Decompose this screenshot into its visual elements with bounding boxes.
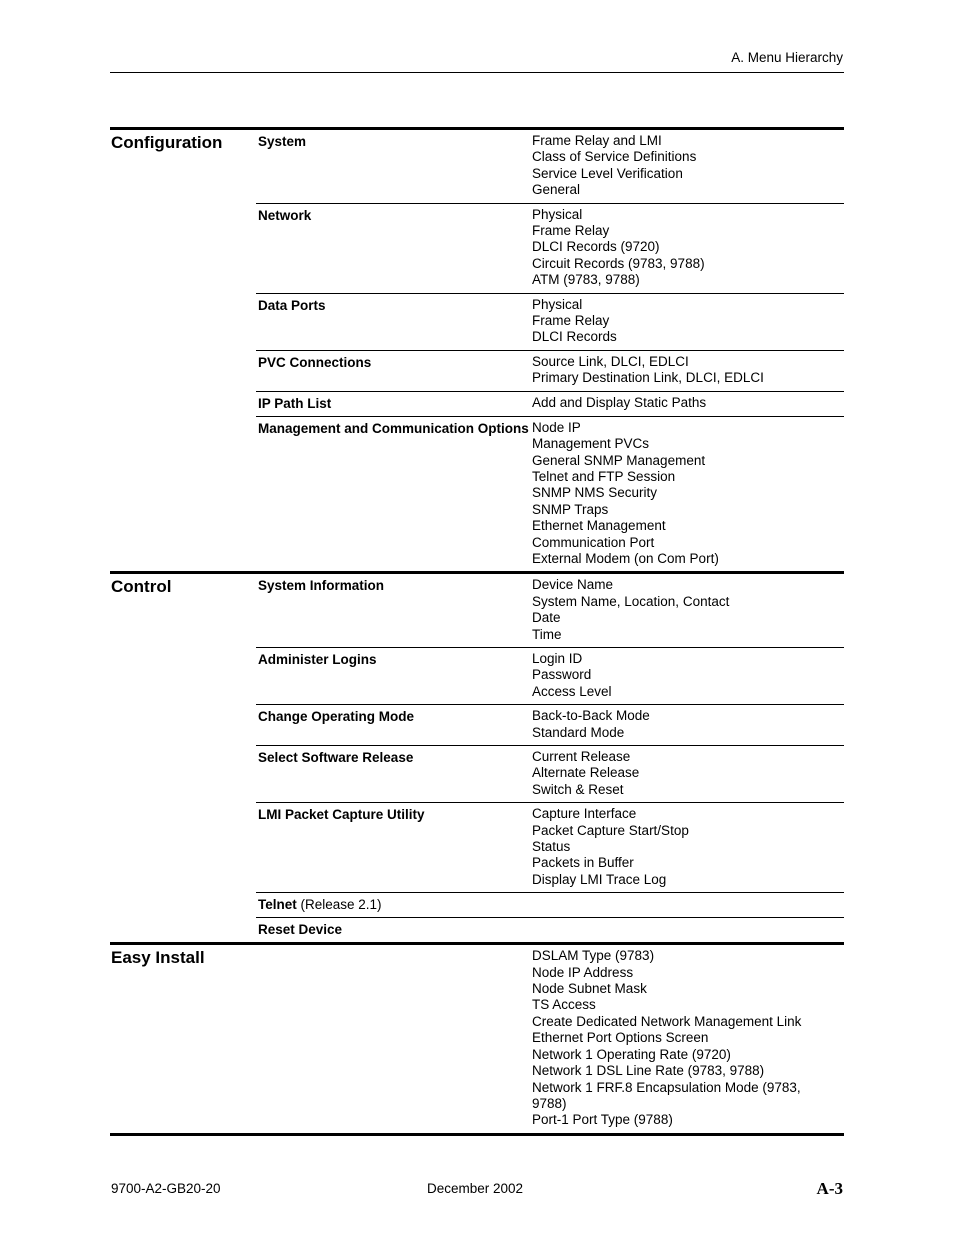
submenu-list (532, 297, 844, 346)
menu-hierarchy-table (110, 127, 844, 1136)
menu-row (256, 704, 844, 745)
menu-label (258, 395, 532, 412)
running-header: A. Menu Hierarchy (731, 50, 843, 65)
submenu-item: ATM (9783, 9788) (532, 272, 640, 288)
submenu-item: Node IP Address (532, 964, 634, 980)
submenu-item: Add and Display Static Paths (532, 394, 707, 410)
menu-row (256, 416, 844, 572)
submenu-list (532, 806, 844, 888)
submenu-item: Service Level Verification (532, 165, 683, 181)
menu-label (258, 207, 532, 289)
menu-label-note: (Release 2.1) (296, 897, 382, 913)
submenu-item: System Name, Location, Contact (532, 593, 730, 609)
submenu-item: Password (532, 667, 592, 683)
header-rule (110, 72, 844, 73)
section-title: Easy Install (111, 948, 205, 968)
menu-label (258, 297, 532, 346)
submenu-list (532, 207, 844, 289)
submenu-item: DLCI Records (9720) (532, 239, 660, 255)
submenu-list (532, 651, 844, 700)
menu-label-text: System Information (258, 578, 385, 594)
submenu-item: SNMP Traps (532, 501, 609, 517)
menu-section (110, 942, 844, 1135)
submenu-item: Switch & Reset (532, 781, 624, 797)
menu-label (258, 896, 532, 913)
menu-row (256, 574, 844, 647)
submenu-list (532, 921, 844, 938)
section-title: Control (111, 577, 172, 597)
menu-row (256, 802, 844, 892)
submenu-item: Login ID (532, 650, 583, 666)
menu-row (256, 350, 844, 391)
submenu-list (532, 749, 844, 798)
submenu-item: Packets in Buffer (532, 855, 634, 871)
menu-label-text: Reset Device (258, 922, 343, 938)
menu-label (258, 133, 532, 199)
submenu-item: Physical (532, 206, 583, 222)
submenu-item: DSLAM Type (9783) (532, 948, 655, 964)
menu-row (256, 130, 844, 203)
menu-section (110, 127, 844, 571)
menu-row (256, 945, 844, 1132)
submenu-list (532, 948, 844, 1128)
menu-label-text: Change Operating Mode (258, 709, 415, 725)
menu-section (110, 571, 844, 942)
submenu-list (532, 420, 844, 568)
menu-label-text: System (258, 134, 307, 149)
document-number: 9700-A2-GB20-20 (111, 1181, 221, 1196)
menu-label-text: Network (258, 207, 312, 223)
submenu-item: Capture Interface (532, 806, 637, 822)
menu-label-text: Administer Logins (258, 651, 377, 667)
menu-label (258, 921, 532, 938)
menu-label-text: Management and Communication Options (258, 420, 529, 436)
submenu-item: Node Subnet Mask (532, 981, 647, 997)
submenu-item: Device Name (532, 577, 614, 593)
menu-label (258, 948, 532, 1128)
submenu-item: Frame Relay (532, 313, 610, 329)
menu-label (258, 354, 532, 387)
submenu-item: Display LMI Trace Log (532, 871, 667, 887)
submenu-item: Time (532, 626, 562, 642)
submenu-item: Packet Capture Start/Stop (532, 822, 689, 838)
submenu-item: DLCI Records (532, 329, 617, 345)
menu-row (256, 293, 844, 350)
submenu-list (532, 708, 844, 741)
submenu-item: SNMP NMS Security (532, 485, 658, 501)
menu-row (256, 203, 844, 293)
submenu-item: Port-1 Port Type (9788) (532, 1112, 673, 1128)
menu-label (258, 806, 532, 888)
submenu-item: Create Dedicated Network Management Link (532, 1013, 802, 1029)
submenu-list (532, 133, 844, 199)
menu-row (256, 917, 844, 942)
submenu-list (532, 395, 844, 412)
submenu-list (532, 896, 844, 913)
page-number: A-3 (816, 1179, 843, 1198)
menu-row (256, 391, 844, 416)
submenu-list (532, 577, 844, 643)
section-title: Configuration (111, 133, 223, 152)
submenu-item: Network 1 FRF.8 Encapsulation Mode (9783, 9788) (532, 1079, 801, 1111)
menu-label-text: IP Path List (258, 395, 332, 411)
submenu-item: Circuit Records (9783, 9788) (532, 255, 705, 271)
menu-label (258, 708, 532, 741)
menu-label-text: PVC Connections (258, 354, 372, 370)
submenu-item: TS Access (532, 997, 596, 1013)
menu-label-text: LMI Packet Capture Utility (258, 807, 425, 823)
menu-row (256, 892, 844, 917)
submenu-item: Source Link, DLCI, EDLCI (532, 353, 689, 369)
submenu-item: Current Release (532, 749, 631, 764)
menu-label (258, 749, 532, 798)
submenu-item: Class of Service Definitions (532, 149, 697, 165)
submenu-item: Ethernet Port Options Screen (532, 1030, 709, 1046)
submenu-item: General (532, 182, 581, 198)
submenu-item: External Modem (on Com Port) (532, 550, 719, 566)
publication-date: December 2002 (427, 1181, 524, 1196)
submenu-item: Ethernet Management (532, 518, 666, 534)
submenu-item: Primary Destination Link, DLCI, EDLCI (532, 370, 764, 386)
submenu-item: Physical (532, 296, 583, 312)
menu-label (258, 651, 532, 700)
submenu-item: Date (532, 610, 561, 626)
submenu-item: Frame Relay (532, 223, 610, 239)
submenu-item: Management PVCs (532, 436, 650, 452)
submenu-item: Standard Mode (532, 724, 625, 740)
submenu-item: Node IP (532, 419, 581, 435)
menu-label (258, 420, 532, 568)
menu-label (258, 577, 532, 643)
menu-label-text: Select Software Release (258, 750, 414, 765)
menu-row (256, 745, 844, 802)
submenu-item: Communication Port (532, 534, 655, 550)
submenu-item: Network 1 Operating Rate (9720) (532, 1046, 731, 1062)
submenu-item: Back-to-Back Mode (532, 708, 650, 724)
submenu-item: Status (532, 839, 571, 855)
menu-label-text: Telnet (258, 897, 297, 913)
submenu-item: Network 1 DSL Line Rate (9783, 9788) (532, 1063, 765, 1079)
submenu-list (532, 354, 844, 387)
submenu-item: Telnet and FTP Session (532, 468, 676, 484)
menu-row (256, 647, 844, 704)
submenu-item: General SNMP Management (532, 452, 706, 468)
menu-label-text: Data Ports (258, 297, 326, 313)
submenu-item: Frame Relay and LMI (532, 133, 662, 148)
submenu-item: Alternate Release (532, 765, 640, 781)
submenu-item: Access Level (532, 683, 612, 699)
